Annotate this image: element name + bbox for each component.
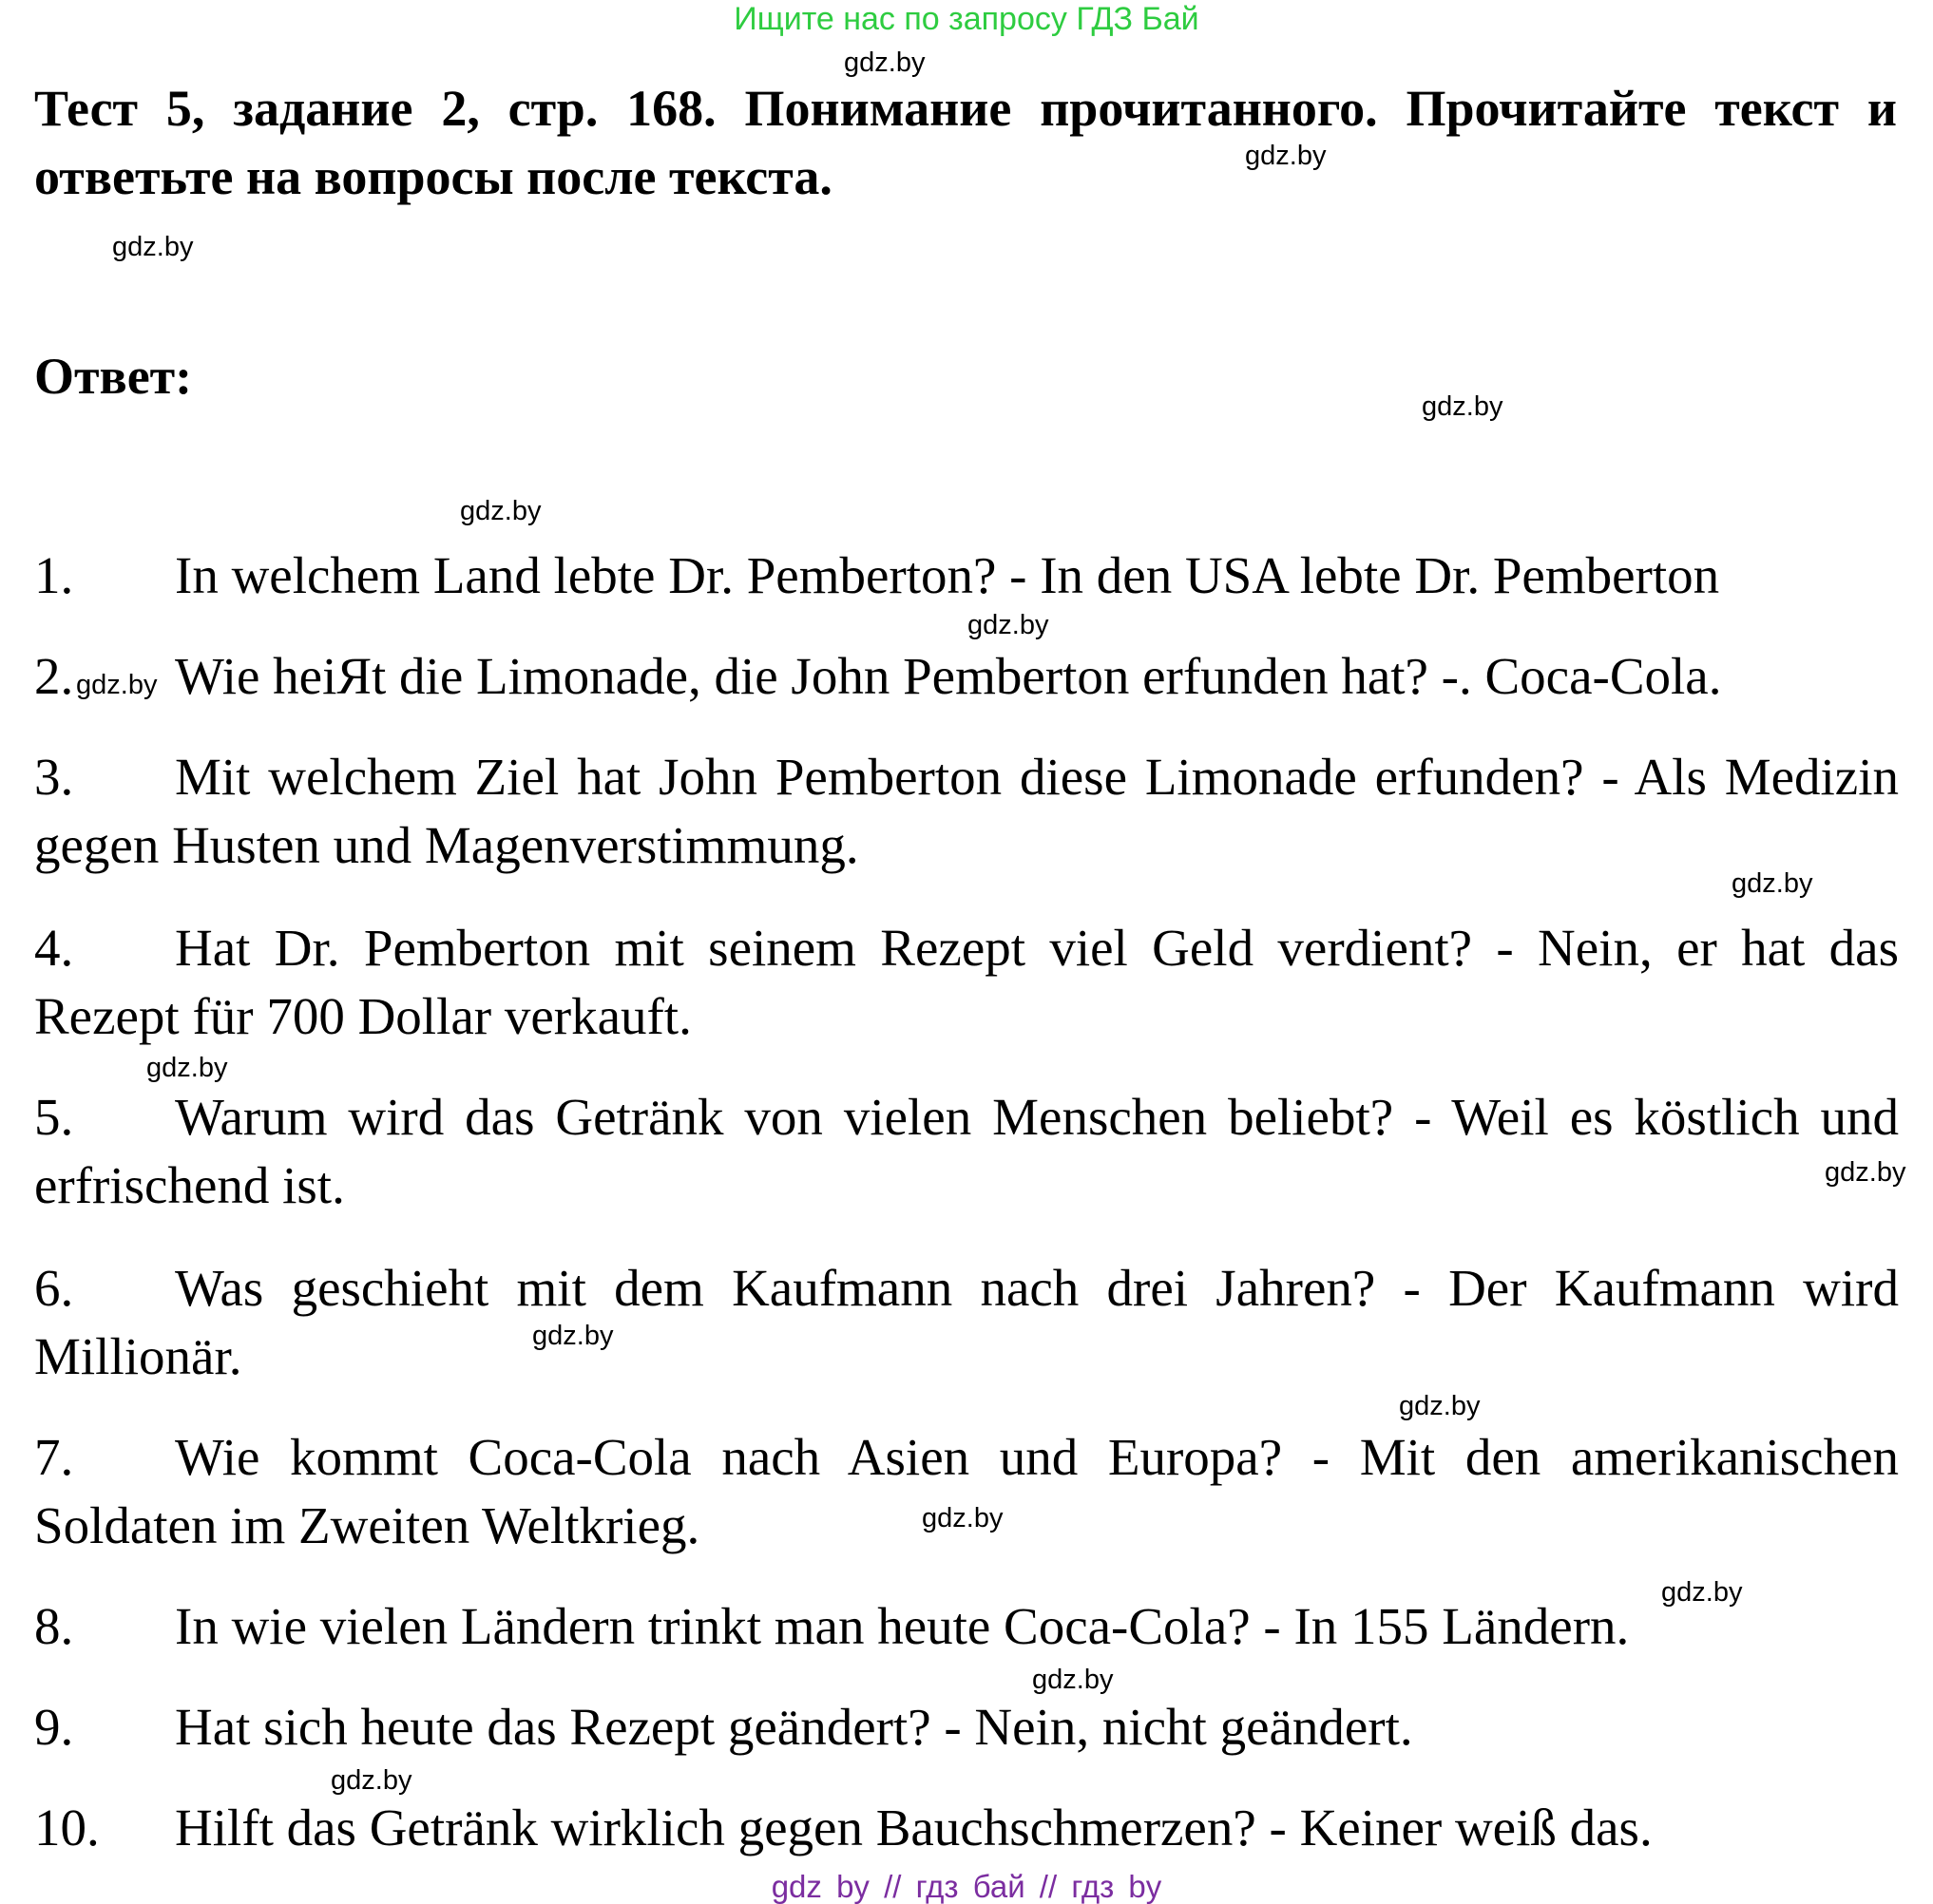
item-text: Was geschieht mit dem Kaufmann nach drei Jahren? - Der Kaufmann wird Millionär. — [34, 1259, 1899, 1385]
item-number: 4. — [34, 919, 74, 977]
list-item — [34, 642, 1899, 711]
item-number: 5. — [34, 1088, 74, 1146]
item-number: 3. — [34, 748, 74, 806]
item-text: Hat Dr. Pemberton mit seinem Rezept viel Geld verdient? - Nein, er hat das Rezept für 700 Dollar verkauft. — [34, 919, 1899, 1045]
item-number: 2. — [34, 647, 74, 705]
footer-watermark: gdz by // гдз бай // гдз by — [771, 1869, 1162, 1904]
item-text: Warum wird das Getränk von vielen Menschen beliebt? - Weil es köstlich und erfrischend ist. — [34, 1088, 1899, 1214]
watermark: gdz.by — [1825, 1157, 1906, 1188]
watermark: gdz.by — [1032, 1665, 1114, 1695]
item-text: Mit welchem Ziel hat John Pemberton diese Limonade erfunden? - Als Medizin gegen Husten und Magenverstimmung. — [34, 748, 1899, 874]
list-item — [34, 743, 1899, 880]
item-number: 1. — [34, 546, 74, 604]
list-item — [34, 1254, 1899, 1391]
item-number: 7. — [34, 1428, 74, 1486]
item-text: Wie kommt Coca-Cola nach Asien und Europa? - Mit den amerikanischen Soldaten im Zweiten Weltkrieg. — [34, 1428, 1899, 1554]
watermark: gdz.by — [76, 670, 158, 700]
item-text: Hat sich heute das Rezept geändert? - Nein, nicht geändert. — [175, 1698, 1413, 1756]
watermark: gdz.by — [1399, 1391, 1481, 1421]
search-banner: Ищите нас по запросу ГДЗ Бай — [734, 1, 1199, 37]
list-item — [34, 1083, 1899, 1220]
item-number: 8. — [34, 1597, 74, 1655]
item-number: 6. — [34, 1259, 74, 1317]
watermark: gdz.by — [532, 1321, 614, 1351]
watermark: gdz.by — [922, 1503, 1004, 1533]
list-item — [34, 542, 1899, 610]
list-item — [34, 1423, 1899, 1560]
item-text: Hilft das Getränk wirklich gegen Bauchschmerzen? - Keiner weiß das. — [175, 1799, 1653, 1856]
watermark: gdz.by — [1661, 1577, 1743, 1608]
watermark: gdz.by — [112, 232, 194, 262]
page-title: Тест 5, задание 2, стр. 168. Понимание прочитанного. Прочитайте текст и ответьте на вопросы после текста. — [34, 80, 1897, 205]
item-number: 10. — [34, 1799, 100, 1856]
item-text: Wie heiЯt die Limonade, die John Pemberton erfunden hat? -. Coca-Cola. — [175, 647, 1722, 705]
watermark: gdz.by — [1422, 391, 1503, 422]
list-item — [34, 914, 1899, 1051]
watermark: gdz.by — [1732, 868, 1813, 899]
list-item — [34, 1693, 1899, 1761]
answer-label: Ответ: — [34, 348, 193, 405]
item-number: 9. — [34, 1698, 74, 1756]
watermark: gdz.by — [460, 496, 542, 526]
list-item — [34, 1592, 1899, 1661]
item-text: In welchem Land lebte Dr. Pemberton? - In den USA lebte Dr. Pemberton — [175, 546, 1720, 604]
item-text: In wie vielen Ländern trinkt man heute Coca-Cola? - In 155 Ländern. — [175, 1597, 1630, 1655]
watermark: gdz.by — [146, 1053, 228, 1083]
list-item — [34, 1794, 1899, 1862]
watermark: gdz.by — [331, 1765, 412, 1796]
watermark: gdz.by — [844, 48, 926, 78]
watermark: gdz.by — [967, 610, 1049, 640]
watermark: gdz.by — [1245, 141, 1327, 171]
